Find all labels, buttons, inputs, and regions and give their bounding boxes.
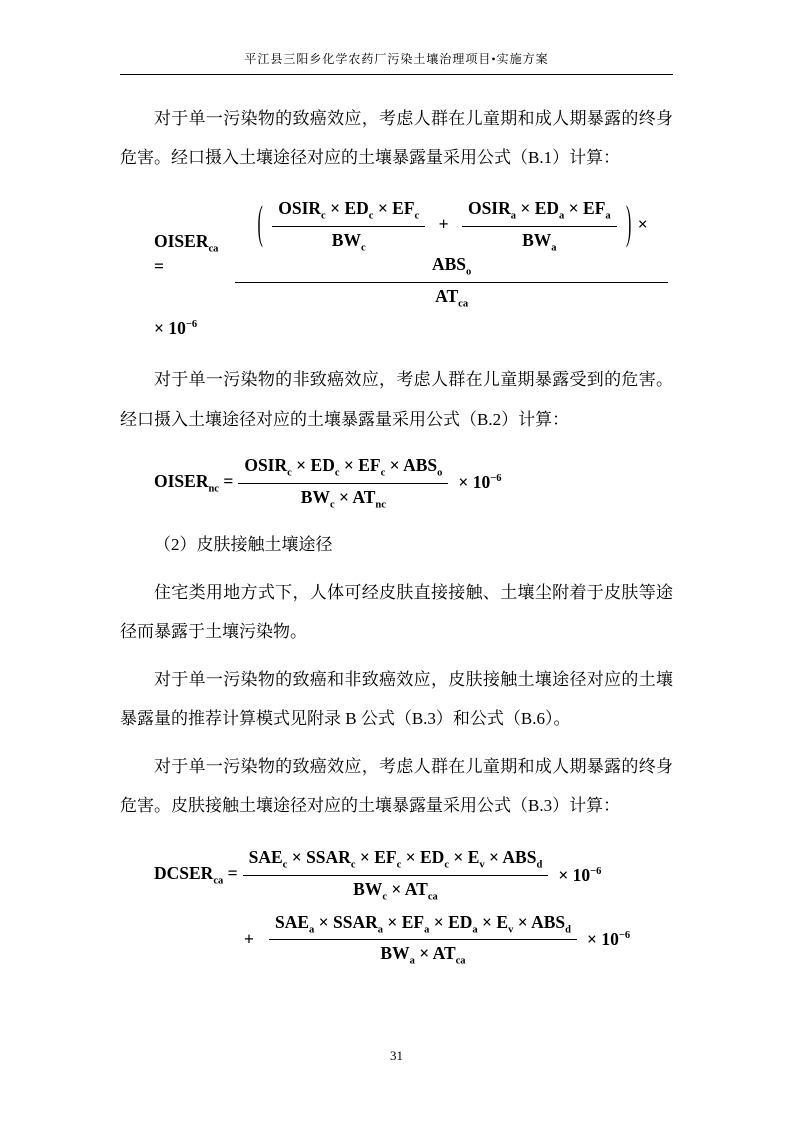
formula-term: $ED_c$ xyxy=(420,847,449,871)
formula-term: × xyxy=(401,847,420,868)
paragraph-3: （2）皮肤接触土壤途径 xyxy=(154,535,333,555)
formula-term: × xyxy=(325,197,345,218)
exponent-factor xyxy=(587,929,630,951)
formula-term: × xyxy=(516,197,535,218)
fraction-denominator xyxy=(462,226,617,255)
formula-lhs xyxy=(154,471,233,496)
open-paren: ( xyxy=(257,199,263,250)
formula-term: $ED_a$ xyxy=(448,911,478,936)
fraction xyxy=(243,847,549,903)
formula-term: × xyxy=(314,911,334,932)
formula-term: × $10^{-6}$ xyxy=(587,928,631,949)
formula-term: $ABS_d$ xyxy=(502,847,543,871)
formula-lhs xyxy=(154,863,238,888)
formula-term: $DCSER_{ca}$ xyxy=(154,863,224,887)
fraction-numerator xyxy=(238,455,448,483)
formula-term: $BW_c$ xyxy=(353,879,388,903)
formula-term: × xyxy=(339,455,359,476)
formula-term: × $10^{-6}$ xyxy=(154,318,198,339)
formula-term: = xyxy=(223,863,238,884)
fraction-denominator xyxy=(269,939,577,968)
formula-term: × xyxy=(429,911,449,932)
formula-term: × xyxy=(414,943,433,964)
plus-operator xyxy=(439,214,449,234)
fraction-numerator xyxy=(235,198,668,282)
fraction-denominator xyxy=(272,226,425,255)
page-content xyxy=(120,99,673,968)
formula-term: $AT_{ca}$ xyxy=(432,943,466,967)
formula-term: $ED_a$ xyxy=(534,197,565,222)
formula-term: $ABS_d$ xyxy=(531,911,571,936)
formula-term: × xyxy=(291,455,311,476)
formula-term: × xyxy=(513,911,532,932)
fraction xyxy=(462,198,617,254)
formula-term: $ABS_o$ xyxy=(431,254,472,278)
formula-term: $ED_c$ xyxy=(344,197,374,222)
formula-term: $EF_a$ xyxy=(401,911,430,936)
fraction xyxy=(269,912,577,968)
formula-term: × xyxy=(383,911,402,932)
formula-term: × xyxy=(355,847,375,868)
fraction-numerator xyxy=(269,912,577,940)
exponent-factor xyxy=(154,318,197,340)
header-title: 平江县三阳乡化学农药厂污染土壤治理项目•实施方案 xyxy=(244,52,549,66)
formula-term: $AT_{ca}$ xyxy=(435,285,469,310)
formula-term: $OSIR_a$ xyxy=(467,197,516,222)
formula-term: × xyxy=(373,197,393,218)
formula-term: $E_v$ xyxy=(467,847,485,871)
formula-term: $ED_c$ xyxy=(310,455,340,479)
formula-term: $E_v$ xyxy=(496,911,514,936)
formula-term: $EF_a$ xyxy=(583,197,611,222)
exponent-factor xyxy=(558,865,601,887)
formula-term: × xyxy=(334,486,353,507)
fraction-denominator xyxy=(235,282,668,311)
formula-term: $OISER_{ca}$ xyxy=(154,230,219,255)
paragraph-4: 住宅类用地方式下，人体可经皮肤直接接触、土壤尘附着于皮肤等途径而暴露于土壤污染物。 xyxy=(120,582,673,642)
fraction xyxy=(272,198,425,254)
paragraph-1: 对于单一污染物的致癌效应，考虑人群在儿童期和成人期暴露的终身危害。经口摄入土壤途径对应的土壤暴露量采用公式（B.1）计算： xyxy=(120,109,673,168)
plus-operator xyxy=(244,929,254,951)
formula-term: × xyxy=(484,847,503,868)
paragraph-6: 对于单一污染物的致癌效应，考虑人群在儿童期和成人期暴露的终身危害。皮肤接触土壤途径对应的土壤暴露量采用公式（B.3）计算： xyxy=(120,756,673,815)
formula-b3-line1 xyxy=(154,847,673,903)
formula-term: $AT_{ca}$ xyxy=(404,879,438,903)
formula-term: $SSAR_a$ xyxy=(333,911,384,936)
fraction-numerator xyxy=(462,198,617,226)
fraction-numerator xyxy=(272,198,425,226)
formula-term: $BW_a$ xyxy=(380,943,415,967)
formula-term: $BW_a$ xyxy=(522,229,557,253)
formula-term: × xyxy=(387,879,405,900)
formula-term: $AT_{nc}$ xyxy=(352,486,386,511)
formula-term: + xyxy=(244,928,254,949)
exponent-factor xyxy=(458,472,501,494)
page-number: 31 xyxy=(390,1048,403,1063)
paragraph-2: 对于单一污染物的非致癌效应，考虑人群在儿童期暴露受到的危害。经口摄入土壤途径对应的土壤暴露量采用公式（B.2）计算： xyxy=(120,370,673,429)
fraction-denominator xyxy=(243,875,549,904)
formula-term: × $10^{-6}$ xyxy=(558,864,602,885)
formula-term: $SAE_c$ xyxy=(248,847,288,871)
close-paren: ) xyxy=(626,199,632,250)
formula-term: = xyxy=(154,255,164,276)
formula-term: $EF_c$ xyxy=(374,847,402,871)
formula-b1 xyxy=(154,198,673,311)
formula-term: $ABS_o$ xyxy=(403,455,443,479)
formula-lhs xyxy=(154,231,230,278)
formula-term: + xyxy=(438,214,449,235)
formula-term: × xyxy=(637,214,648,235)
formula-term: × xyxy=(385,455,404,476)
formula-term: × xyxy=(287,847,307,868)
formula-term: × xyxy=(477,911,497,932)
formula-term: × xyxy=(564,197,584,218)
formula-term: × $10^{-6}$ xyxy=(458,472,502,493)
page-header xyxy=(120,50,673,75)
formula-term: $OSIR_c$ xyxy=(278,197,326,222)
formula-term: $OISER_{nc}$ xyxy=(154,470,219,495)
formula-b1-tail xyxy=(154,318,673,340)
formula-term: $SSAR_c$ xyxy=(306,847,356,871)
formula-term: $BW_c$ xyxy=(331,229,366,253)
formula-term: $EF_c$ xyxy=(392,197,420,222)
fraction-numerator xyxy=(243,847,549,875)
formula-term: $OSIR_c$ xyxy=(244,455,292,479)
formula-term: $EF_c$ xyxy=(358,455,386,479)
fraction xyxy=(235,198,668,311)
formula-b3-line2 xyxy=(244,912,673,968)
formula-term: × xyxy=(448,847,468,868)
paragraph-5: 对于单一污染物的致癌和非致癌效应，皮肤接触土壤途径对应的土壤暴露量的推荐计算模式见附录 B 公式（B.3）和公式（B.6）。 xyxy=(120,669,673,729)
formula-term: $SAE_a$ xyxy=(274,911,315,936)
formula-term: $BW_c$ xyxy=(300,486,335,511)
fraction-denominator xyxy=(238,483,448,512)
formula-b2 xyxy=(154,455,673,511)
fraction xyxy=(238,455,448,511)
formula-term: = xyxy=(218,470,234,491)
